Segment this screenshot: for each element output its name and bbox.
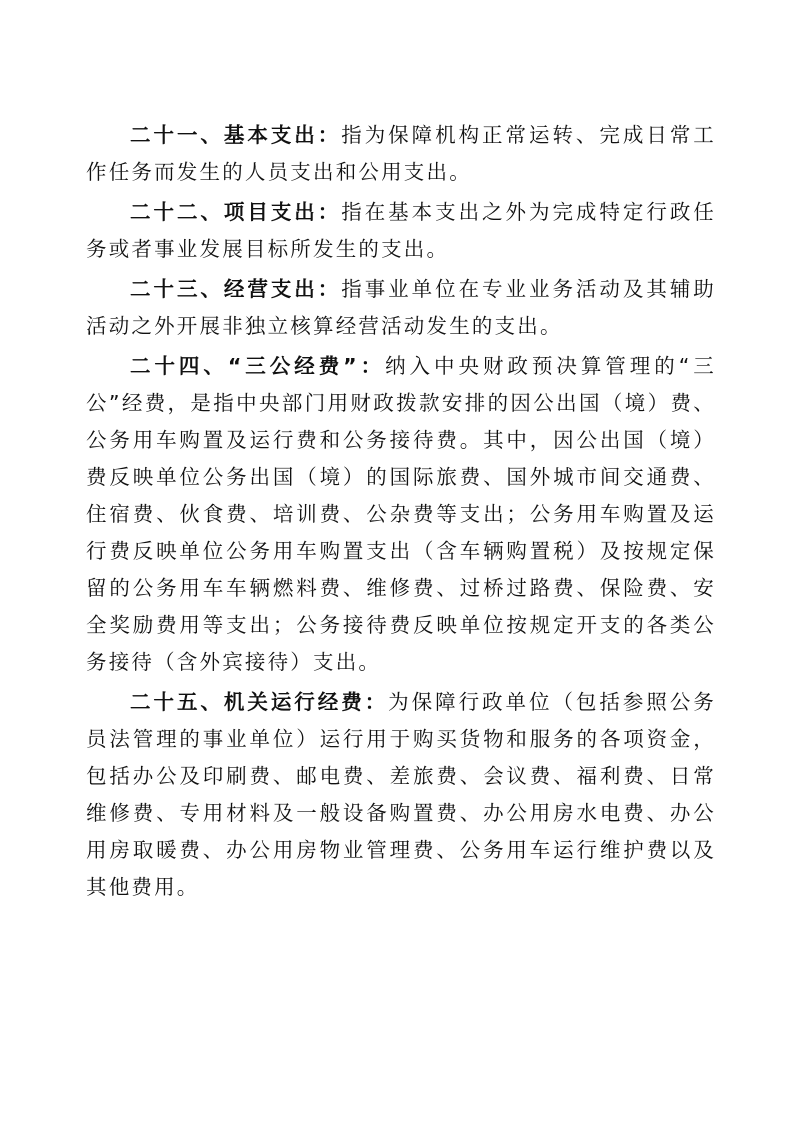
term-label: 二十四、“三公经费”： — [130, 354, 386, 378]
definition-text: 纳入中央财政预决算管理的“三公”经费，是指中央部门用财政拨款安排的因公出国（境）费、公务用车购置及运行费和公务接待费。其中，因公出国（境）费反映单位公务出国（境）的国际旅费、国外城市间交通费、住宿费、伙食费、培训费、公杂费等支出；公务用车购置及运行费反映单位公务用车购置支出（含车辆购置税）及按规定保留的公务用车车辆燃料费、维修费、过桥过路费、保险费、安全奖励费用等支出；公务接待费反映单位按规定开支的各类公务接待（含外宾接待）支出。 — [86, 354, 716, 674]
definition-text: 指事业单位在专业业务活动及其辅助活动之外开展非独立核算经营活动发生的支出。 — [86, 277, 716, 338]
definition-text: 指为保障机构正常运转、完成日常工作任务而发生的人员支出和公用支出。 — [86, 123, 716, 184]
definition-agency-operating-funds — [86, 684, 716, 906]
document-body — [86, 117, 716, 906]
definition-three-public-funds — [86, 348, 716, 681]
term-label: 二十五、机关运行经费： — [130, 690, 389, 714]
term-label: 二十三、经营支出： — [130, 277, 342, 301]
definition-text: 为保障行政单位（包括参照公务员法管理的事业单位）运行用于购买货物和服务的各项资金，包括办公及印刷费、邮电费、差旅费、会议费、福利费、日常维修费、专用材料及一般设备购置费、办公用房水电费、办公用房取暖费、办公用房物业管理费、公务用车运行维护费以及其他费用。 — [86, 690, 716, 899]
definition-basic-expenditure — [86, 117, 716, 191]
term-label: 二十一、基本支出： — [130, 123, 342, 147]
definition-text: 指在基本支出之外为完成特定行政任务或者事业发展目标所发生的支出。 — [86, 200, 716, 261]
definition-project-expenditure — [86, 194, 716, 268]
definition-operating-expenditure — [86, 271, 716, 345]
term-label: 二十二、项目支出： — [130, 200, 342, 224]
